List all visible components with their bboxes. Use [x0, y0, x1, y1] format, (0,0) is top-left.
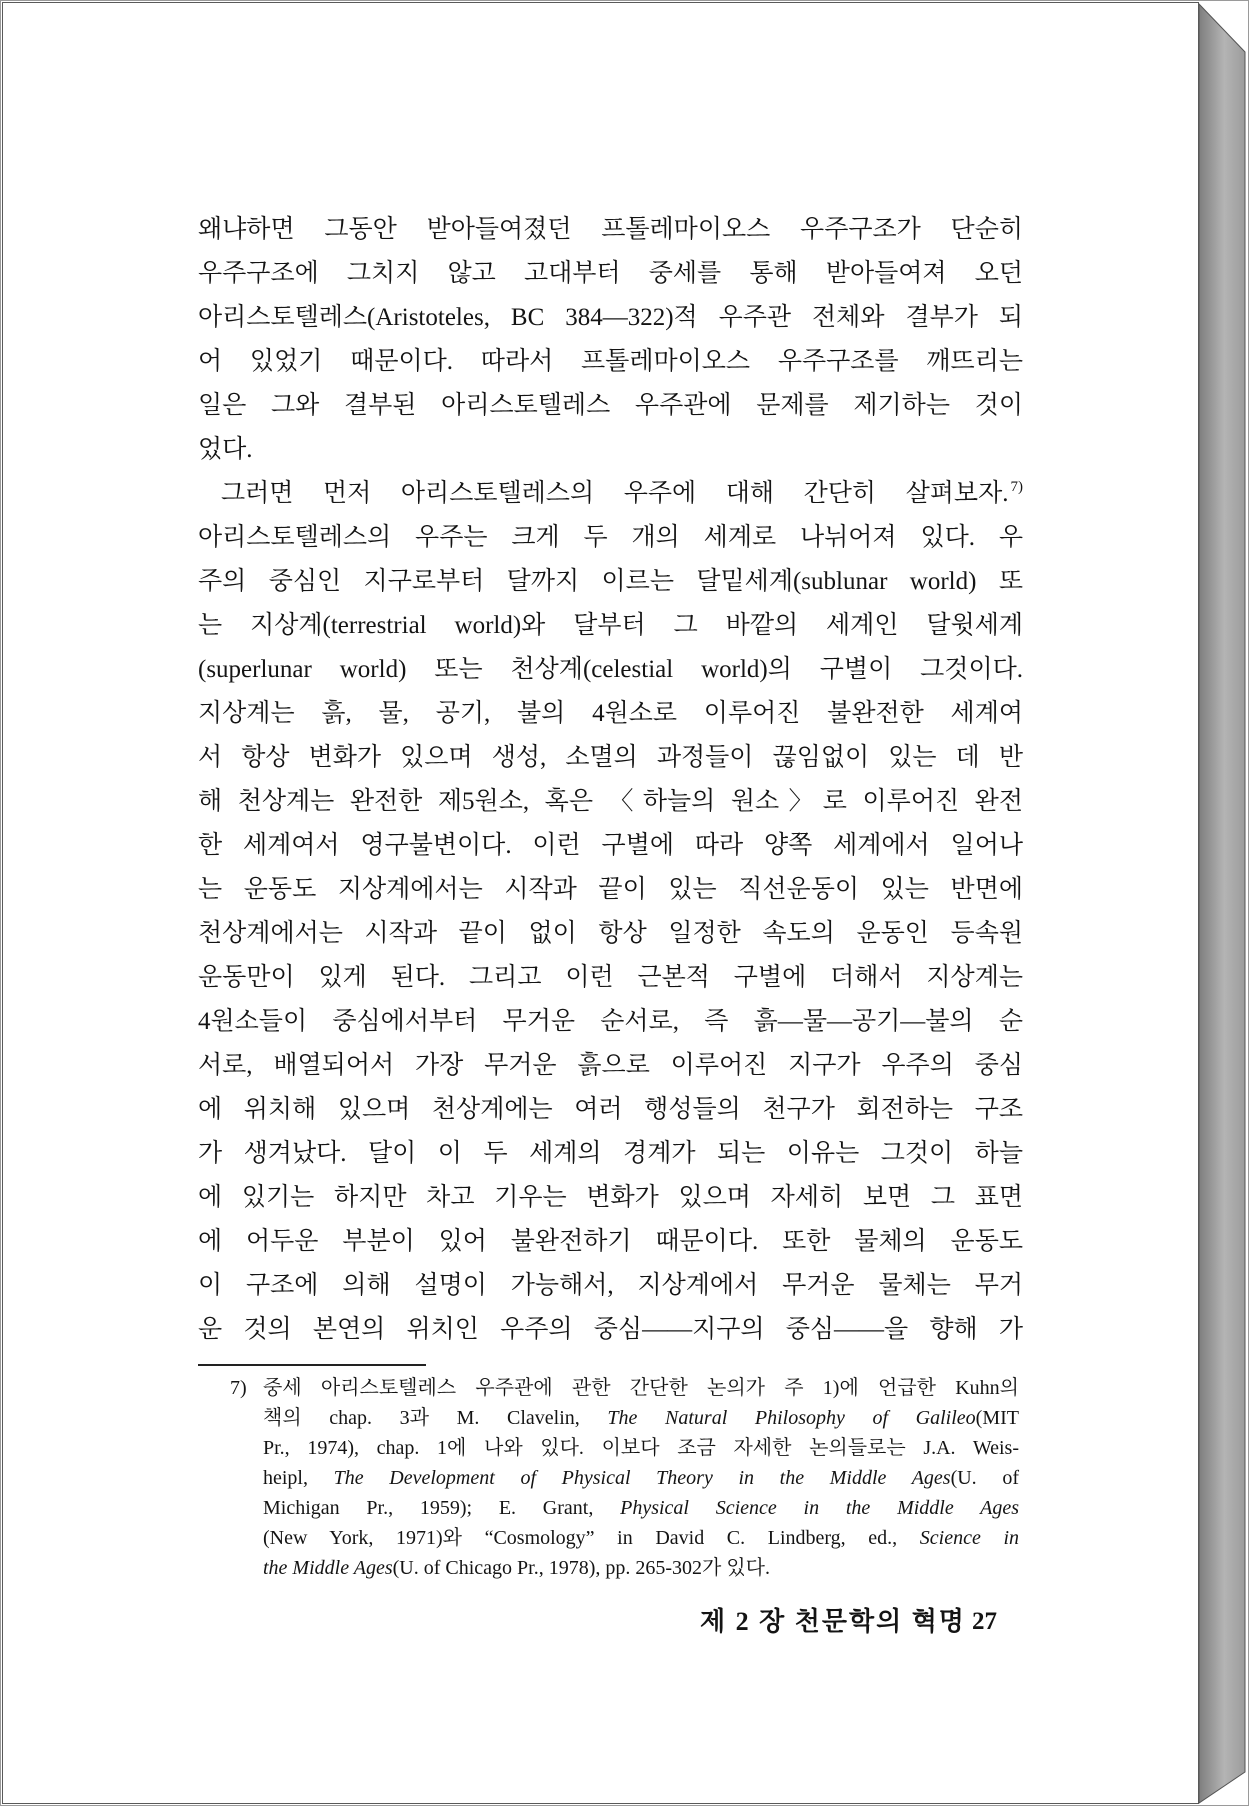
- body-line: 해 천상계는 완전한 제5원소, 혹은 〈하늘의 원소〉로 이루어진 완전: [198, 788, 1023, 815]
- footnote-text: heipl,: [263, 1467, 334, 1489]
- book-title: The Development of Physical Theory in the Middle Ages: [333, 1467, 951, 1489]
- body-line: 에 위치해 있으며 천상계에는 여러 행성들의 천구가 회전하는 구조: [198, 1096, 1023, 1123]
- book-title: The Natural Philosophy of Galileo: [607, 1407, 976, 1429]
- footnote-rule: [198, 1364, 426, 1366]
- footnote-text: (MIT: [975, 1407, 1019, 1429]
- footnote-line: [263, 1373, 1019, 1403]
- page-edge-shape: [1199, 4, 1245, 1803]
- footnote-reference: 7): [1010, 479, 1023, 495]
- book-title: the Middle Ages: [263, 1557, 393, 1579]
- body-line: 가 생겨났다. 달이 이 두 세계의 경계가 되는 이유는 그것이 하늘: [198, 1140, 1023, 1167]
- body-line: 우주구조에 그치지 않고 고대부터 중세를 통해 받아들여져 오던: [198, 260, 1023, 287]
- footnote-line: [263, 1433, 1019, 1463]
- body-line: 일은 그와 결부된 아리스토텔레스 우주관에 문제를 제기하는 것이: [198, 392, 1023, 419]
- body-line: 에 어두운 부분이 있어 불완전하기 때문이다. 또한 물체의 운동도: [198, 1228, 1023, 1255]
- body-line: 아리스토텔레스(Aristoteles, BC 384—322)적 우주관 전체와 결부가 되: [198, 304, 1023, 331]
- body-line: 운 것의 본연의 위치인 우주의 중심——지구의 중심——을 향해 가: [198, 1316, 1023, 1343]
- body-text: [198, 208, 1023, 1352]
- book-title: Physical Science in the Middle Ages: [620, 1497, 1019, 1519]
- footnote-text: (U. of: [950, 1467, 1019, 1489]
- body-line: 천상계에서는 시작과 끝이 없이 항상 일정한 속도의 운동인 등속원: [198, 920, 1023, 947]
- body-line: 운동만이 있게 된다. 그리고 이런 근본적 구별에 더해서 지상계는: [198, 964, 1023, 991]
- body-line: 서 항상 변화가 있으며 생성, 소멸의 과정들이 끊임없이 있는 데 반: [198, 744, 1023, 771]
- body-line: 아리스토텔레스의 우주는 크게 두 개의 세계로 나뉘어져 있다. 우: [198, 524, 1023, 551]
- body-line: 주의 중심인 지구로부터 달까지 이르는 달밑세계(sublunar world) 또: [198, 568, 1023, 595]
- body-line: 는 지상계(terrestrial world)와 달부터 그 바깥의 세계인 달윗세계: [198, 612, 1023, 639]
- body-line: 이 구조에 의해 설명이 가능해서, 지상계에서 무거운 물체는 무거: [198, 1272, 1023, 1299]
- body-line-text: 그러면 먼저 아리스토텔레스의 우주에 대해 간단히 살펴보자.: [221, 480, 1009, 507]
- running-footer-chapter: 제 2 장 천문학의 혁명: [700, 1607, 966, 1636]
- footnote-line: [263, 1403, 1019, 1433]
- footnote-line: [263, 1463, 1019, 1493]
- footnote-text: (U. of Chicago Pr., 1978), pp. 265-302가 있다.: [392, 1557, 770, 1579]
- footnote-text: 중세 아리스토텔레스 우주관에 관한 간단한 논의가 주 1)에 언급한 Kuhn의: [263, 1377, 1019, 1399]
- body-line: 는 운동도 지상계에서는 시작과 끝이 있는 직선운동이 있는 반면에: [198, 876, 1023, 903]
- page-number: 27: [972, 1608, 997, 1635]
- footnote-marker: 7): [230, 1377, 247, 1399]
- footnote-text: Pr., 1974), chap. 1에 나와 있다. 이보다 조금 자세한 논의들로는 J.A. Weis-: [263, 1437, 1019, 1459]
- footnote: [263, 1373, 1019, 1583]
- body-line: 4원소들이 중심에서부터 무거운 순서로, 즉 흙—물—공기—불의 순: [198, 1008, 1023, 1035]
- footnote-text: (New York, 1971)와 “Cosmology” in David C. Lindberg, ed.,: [263, 1527, 920, 1549]
- footnote-text: Michigan Pr., 1959); E. Grant,: [263, 1497, 621, 1519]
- footnote-line: [263, 1523, 1019, 1553]
- body-line: 었다.: [198, 436, 253, 463]
- footnote-line: [263, 1493, 1019, 1523]
- body-line: 어 있었기 때문이다. 따라서 프톨레마이오스 우주구조를 깨뜨리는: [198, 348, 1023, 375]
- footnote-line: [263, 1553, 1019, 1583]
- body-line: 에 있기는 하지만 차고 기우는 변화가 있으며 자세히 보면 그 표면: [198, 1184, 1023, 1211]
- body-line: 한 세계여서 영구불변이다. 이런 구별에 따라 양쪽 세계에서 일어나: [198, 832, 1023, 859]
- page-edge: [1198, 0, 1249, 1806]
- body-line: 왜냐하면 그동안 받아들여졌던 프톨레마이오스 우주구조가 단순히: [198, 216, 1023, 243]
- body-line: 서로, 배열되어서 가장 무거운 흙으로 이루어진 지구가 우주의 중심: [198, 1052, 1023, 1079]
- paragraph-first-line: [198, 472, 1023, 516]
- book-title: Science in: [919, 1527, 1020, 1549]
- body-line: 지상계는 흙, 물, 공기, 불의 4원소로 이루어진 불완전한 세계여: [198, 700, 1023, 727]
- footnote-text: 책의 chap. 3과 M. Clavelin,: [263, 1407, 608, 1429]
- body-line: (superlunar world) 또는 천상계(celestial world)의 구별이 그것이다.: [198, 656, 1023, 683]
